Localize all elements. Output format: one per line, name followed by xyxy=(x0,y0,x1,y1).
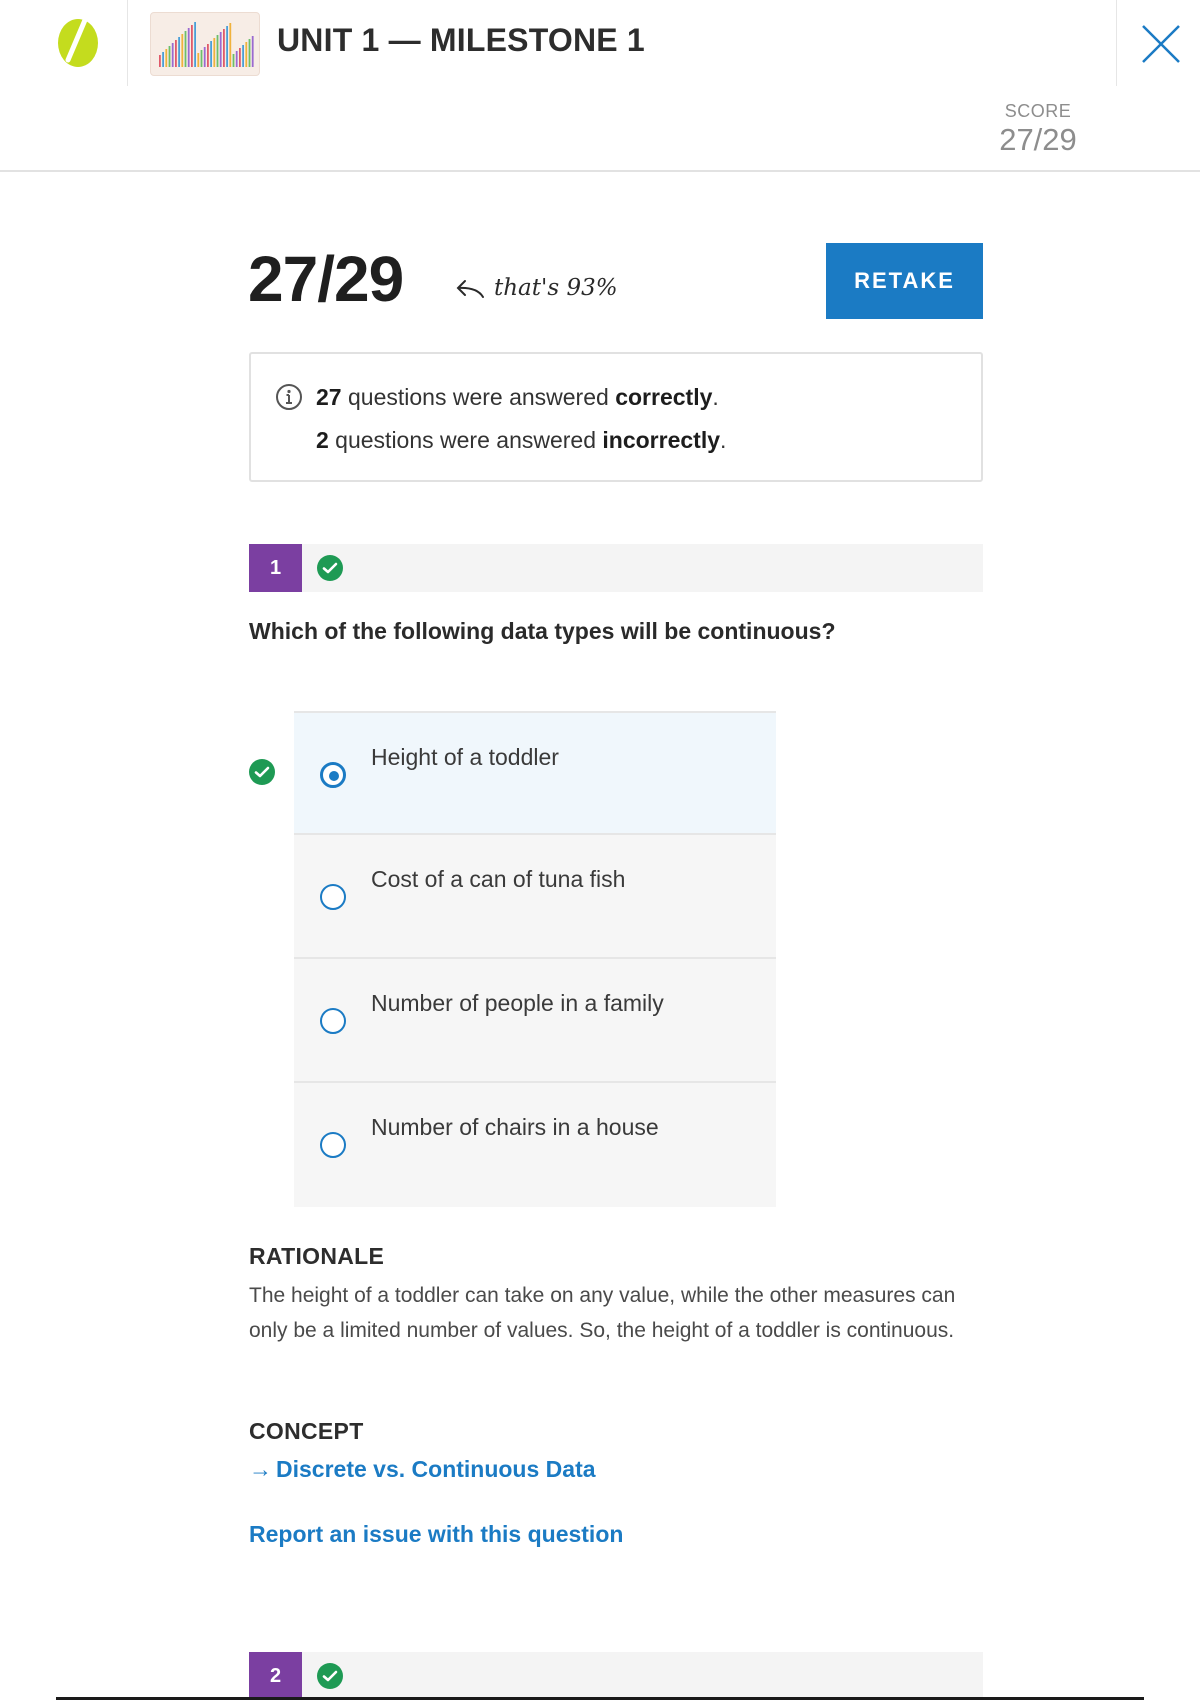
page-title: UNIT 1 — MILESTONE 1 xyxy=(277,22,645,58)
concept-heading: CONCEPT xyxy=(249,1418,364,1444)
answer-label: Number of chairs in a house xyxy=(371,1114,659,1140)
question-header-2 xyxy=(249,1652,983,1700)
big-score: 27/29 xyxy=(248,243,404,315)
close-button[interactable] xyxy=(1116,0,1200,86)
radio-button[interactable] xyxy=(320,1132,346,1158)
course-thumbnail xyxy=(150,12,260,76)
answer-choice[interactable] xyxy=(294,711,776,835)
answer-label: Cost of a can of tuna fish xyxy=(371,866,626,892)
answer-choice[interactable] xyxy=(294,1083,776,1207)
answer-choice[interactable] xyxy=(294,959,776,1083)
retake-button[interactable]: RETAKE xyxy=(826,243,983,319)
question-number-badge: 1 xyxy=(249,544,302,592)
info-icon xyxy=(275,383,303,411)
top-bar xyxy=(0,0,1200,172)
rationale-heading: RATIONALE xyxy=(249,1243,385,1269)
right-arrow-icon: → xyxy=(249,1456,272,1482)
close-icon xyxy=(1141,24,1181,64)
concept-link-label: Discrete vs. Continuous Data xyxy=(276,1456,596,1482)
answer-label: Height of a toddler xyxy=(371,744,559,770)
question-number-badge: 2 xyxy=(249,1652,302,1700)
radio-button[interactable] xyxy=(320,884,346,910)
correct-answer-check-icon xyxy=(249,759,275,785)
score-label: SCORE xyxy=(1004,101,1072,121)
check-circle-icon xyxy=(317,555,343,581)
incorrect-summary: 2 questions were answered incorrectly. xyxy=(316,427,727,453)
rationale-text: The height of a toddler can take on any value, while the other measures can only be a limited number of values. So, the height of a toddler is continuous. xyxy=(249,1284,956,1342)
answer-choice[interactable] xyxy=(294,835,776,959)
question-header-1 xyxy=(249,544,983,592)
radio-button[interactable] xyxy=(320,1008,346,1034)
logo-area[interactable] xyxy=(0,0,128,86)
percentage-note: that's 93% xyxy=(494,275,618,301)
score-value: 27/29 xyxy=(999,122,1077,157)
report-issue-link[interactable]: Report an issue with this question xyxy=(249,1521,624,1547)
answer-label: Number of people in a family xyxy=(371,990,664,1016)
answer-choices xyxy=(294,711,776,1207)
sophia-logo-icon xyxy=(56,16,100,70)
results-info-box xyxy=(249,352,983,482)
curved-arrow-icon xyxy=(455,277,487,301)
question-text: Which of the following data types will be continuous? xyxy=(249,618,836,644)
correct-summary: 27 questions were answered correctly. xyxy=(316,384,719,410)
check-circle-icon xyxy=(317,1663,343,1689)
radio-button-selected[interactable] xyxy=(320,762,346,788)
concept-link[interactable] xyxy=(249,1456,596,1483)
